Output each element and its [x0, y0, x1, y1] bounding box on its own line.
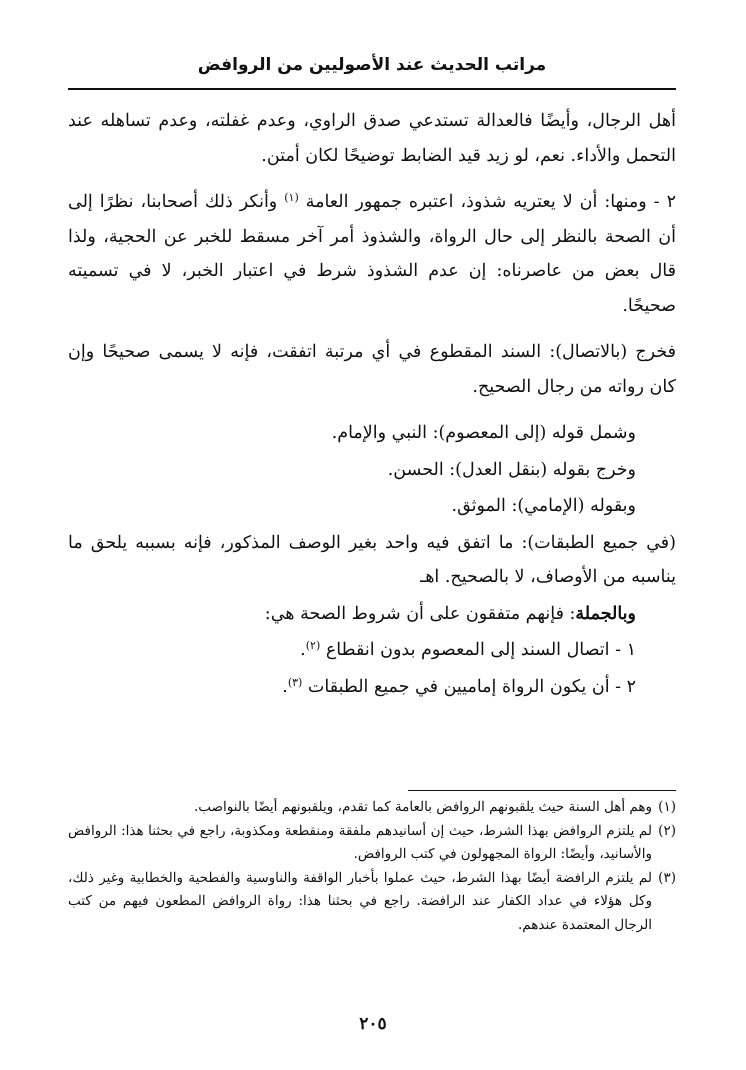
footnote-3 — [68, 867, 676, 938]
condition-item-1-end: . — [300, 640, 306, 660]
header-divider — [68, 88, 676, 90]
running-header — [68, 50, 676, 86]
paragraph-1: أهل الرجال، وأيضًا فالعدالة تستدعي صدق الراوي، وعدم غفلته، وعدم تساهله عند التحمل والأداء. نعم، لو زيد قيد الضابط توضيحًا لكان أمتن. — [68, 111, 676, 166]
condition-item-1 — [68, 633, 676, 668]
main-text — [68, 104, 676, 706]
footnote-divider — [408, 790, 676, 791]
condition-item-2-end: . — [282, 676, 288, 697]
paragraph-7: (في جميع الطبقات): ما اتفق فيه واحد بغير الوصف المذكور، فإنه بسببه يلحق ما يناسبه من الأوصاف، لا بالصحيح. اهـ — [68, 532, 676, 587]
footnote-3-text: لم يلتزم الرافضة أيضًا بهذا الشرط، حيث عملوا بأخبار الواقفة والناوسية والفطحية والخطابية وغير ذلك، وكل هؤلاء في عداد الكفار عند الرافضة. راجع في بحثنا هذا: رواة الروافض المطعون فيهم من كتب الرجال المعتمدة عندهم. — [68, 869, 652, 933]
footnote-2-number: (٢) — [658, 822, 676, 839]
paragraph-6: وبقوله (الإمامي): الموثق. — [451, 496, 636, 516]
condition-item-2 — [68, 670, 676, 705]
footnote-1-text: وهم أهل السنة حيث يلقبونهم الروافض بالعامة كما تقدم، ويلقبونهم أيضًا بالنواصب. — [194, 799, 652, 815]
footnote-1 — [68, 796, 676, 820]
paragraph-5: وخرج بقوله (بنقل العدل): الحسن. — [387, 459, 636, 480]
footnote-2-text: لم يلتزم الروافض بهذا الشرط، حيث إن أسانيدهم ملفقة ومنقطعة ومكذوبة، راجع في بحثنا هذا: الروافض والأسانيد، وأيضًا: الرواة المجهولون في كتب الروافض. — [68, 822, 652, 863]
paragraph-3-text: فخرج (بالاتصال): السند المقطوع في أي مرتبة اتفقت، فإنه لا يسمى صحيحًا وإن كان رواته من رجال الصحيح. — [68, 342, 676, 397]
paragraph-2-end: وأنكر ذلك أصحابنا، نظرًا إلى أن الصحة بالنظر إلى حال الرواة، والشذوذ أمر آخر مسقط للخبر عن الحجية، ولذا قال بعض من عاصرناه: إن عدم الشذوذ شرط في اعتبار الخبر، لا في تسميته صحيحًا. — [68, 192, 676, 316]
running-header-title: مراتب الحديث عند الأصوليين من الروافض — [197, 55, 547, 75]
footnote-2 — [68, 820, 676, 867]
paragraph-4: وشمل قوله (إلى المعصوم): النبي والإمام. — [331, 423, 636, 443]
footnote-ref-3[interactable]: (٣) — [287, 675, 303, 689]
condition-item-2-text: ٢ - أن يكون الرواة إماميين في جميع الطبقات — [307, 676, 636, 697]
paragraph-3 — [68, 335, 676, 404]
paragraph-8 — [68, 597, 676, 632]
footnote-1-number: (١) — [658, 799, 676, 815]
page-number: ٢٠٥ — [359, 1014, 387, 1034]
footnote-ref-2[interactable]: (٢) — [305, 639, 321, 652]
footnote-3-number: (٣) — [658, 869, 676, 886]
paragraph-8-lead: وبالجملة — [575, 603, 636, 624]
footnotes — [68, 796, 676, 938]
condition-item-1-text: ١ - اتصال السند إلى المعصوم بدون انقطاع — [325, 640, 636, 660]
paragraph-8-rest: : فإنهم متفقون على أن شروط الصحة هي: — [264, 603, 576, 624]
paragraph-2-start: ٢ - ومنها: أن لا يعتريه شذوذ، اعتبره جمهور العامة — [305, 192, 676, 212]
footnote-ref-1[interactable]: (١) — [284, 191, 299, 204]
paragraph-2 — [68, 185, 676, 323]
